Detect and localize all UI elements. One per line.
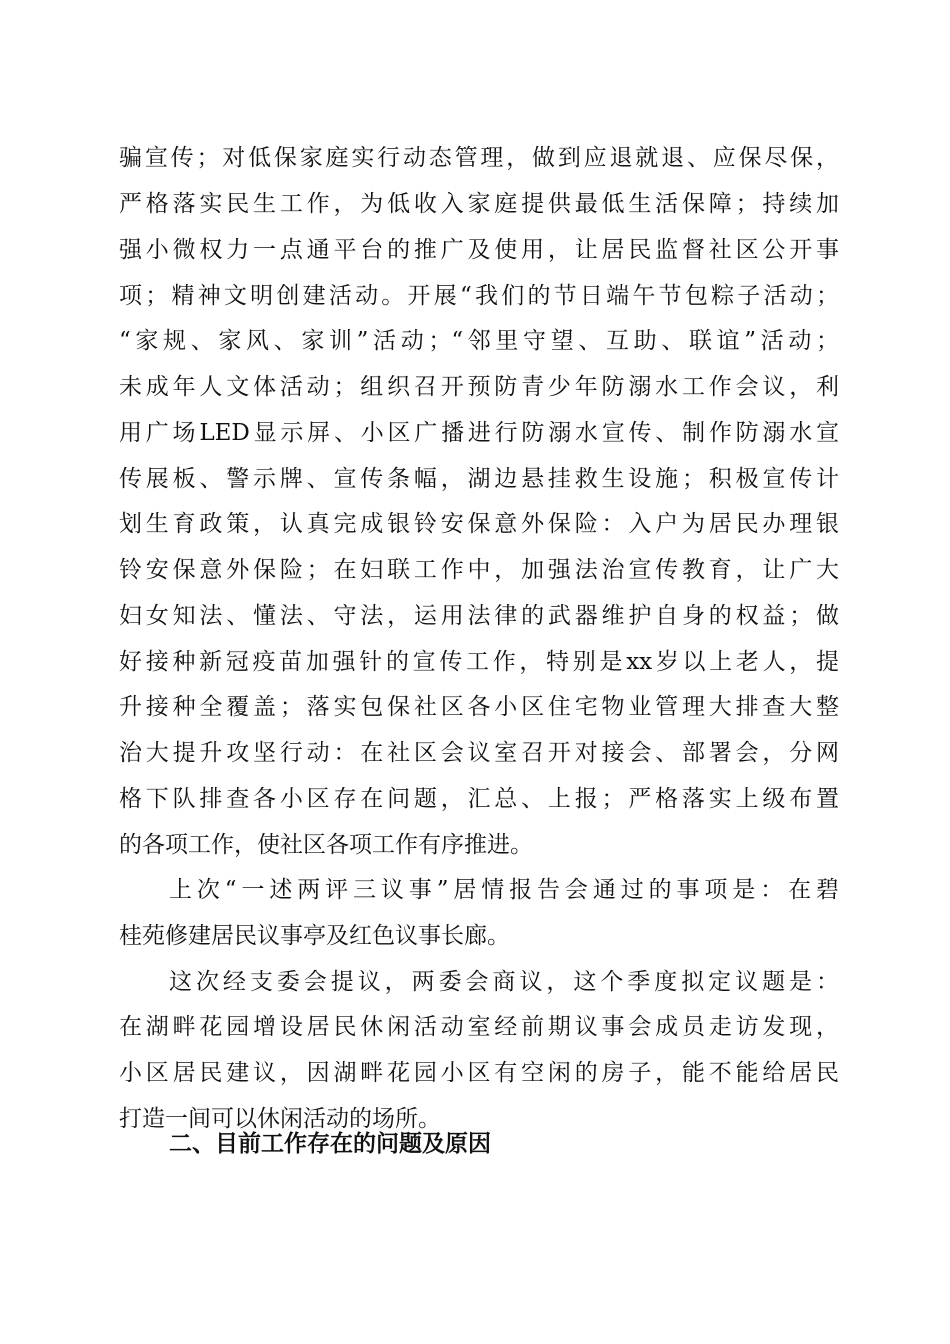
body-text-line: 未成年人文体活动；组织召开预防青少年防溺水工作会议，利: [119, 374, 839, 400]
body-text-line: 妇女知法、懂法、守法，运用法律的武器维护自身的权益；做: [119, 603, 839, 629]
body-text-line: 强小微权力一点通平台的推广及使用，让居民监督社区公开事: [119, 237, 839, 263]
body-text-line: 治大提升攻坚行动：在社区会议室召开对接会、部署会，分网: [119, 740, 839, 766]
body-text-line: 传展板、警示牌、宣传条幅，湖边悬挂救生设施；积极宣传计: [119, 466, 839, 492]
body-text-line: 严格落实民生工作，为低收入家庭提供最低生活保障；持续加: [119, 191, 839, 217]
section-heading: 二、目前工作存在的问题及原因: [169, 1131, 491, 1157]
body-text-line: 升接种全覆盖；落实包保社区各小区住宅物业管理大排查大整: [119, 694, 839, 720]
body-text-line: 这次经支委会提议，两委会商议，这个季度拟定议题是：: [169, 969, 839, 995]
body-text-line: 上次“一述两评三议事”居情报告会通过的事项是：在碧: [169, 877, 839, 903]
body-text-line: “家规、家风、家训”活动；“邻里守望、互助、联谊”活动；: [119, 328, 839, 354]
body-text-line: 好接种新冠疫苗加强针的宣传工作，特别是xx岁以上老人，提: [119, 649, 839, 675]
body-text-line: 格下队排查各小区存在问题，汇总、上报；严格落实上级布置: [119, 786, 839, 812]
body-text-line: 的各项工作，使社区各项工作有序推进。: [119, 832, 533, 858]
body-text-line: 项；精神文明创建活动。开展“我们的节日端午节包粽子活动；: [119, 283, 839, 309]
body-text-line: 铃安保意外保险；在妇联工作中，加强法治宣传教育，让广大: [119, 557, 839, 583]
body-text-line: 桂苑修建居民议事亭及红色议事长廊。: [119, 923, 510, 949]
body-text-line: 打造一间可以休闲活动的场所。: [119, 1106, 441, 1132]
body-text-line: 划生育政策，认真完成银铃安保意外保险：入户为居民办理银: [119, 511, 839, 537]
body-text-line: 用广场LED显示屏、小区广播进行防溺水宣传、制作防溺水宣: [119, 420, 839, 446]
body-text-line: 骗宣传；对低保家庭实行动态管理，做到应退就退、应保尽保，: [119, 145, 839, 171]
body-text-line: 小区居民建议，因湖畔花园小区有空闲的房子，能不能给居民: [119, 1060, 839, 1086]
body-text-line: 在湖畔花园增设居民休闲活动室经前期议事会成员走访发现，: [119, 1014, 839, 1040]
